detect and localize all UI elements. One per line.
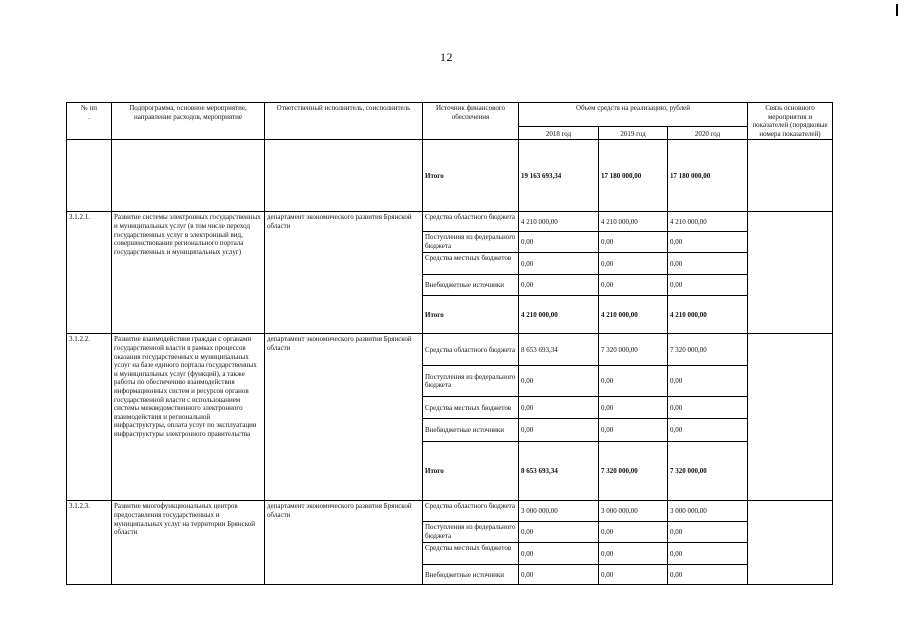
value-2019: 7 320 000,00 (599, 334, 668, 366)
value-2018: 0,00 (519, 253, 599, 275)
value-2018: 0,00 (519, 275, 599, 296)
source-cell: Внебюджетные источники (423, 419, 519, 442)
source-cell: Внебюджетные источники (423, 565, 519, 585)
value-2020: 4 210 000,00 (668, 212, 748, 232)
value-2018: 0,00 (519, 419, 599, 442)
cell-empty (67, 140, 112, 212)
header-link: Связь основного мероприятия и показателей (порядковые номера показателей) (748, 103, 833, 140)
page-number: 12 (440, 50, 453, 64)
value-2020: 7 320 000,00 (668, 334, 748, 366)
header-num-mark: . (88, 112, 90, 121)
value-2019: 17 180 000,00 (599, 140, 668, 212)
value-2019: 0,00 (599, 419, 668, 442)
source-cell: Средства областного бюджета (423, 212, 519, 232)
row-number: 3.1.2.1. (67, 212, 112, 334)
table-row (67, 140, 833, 212)
header-volume: Объем средств на реализацию, рублей (519, 103, 748, 127)
header-row (67, 103, 833, 127)
source-cell: Итого (423, 442, 519, 501)
value-2018: 0,00 (519, 397, 599, 419)
source-cell: Средства местных бюджетов (423, 397, 519, 419)
row-number: 3.1.2.2. (67, 334, 112, 501)
cell-empty (112, 140, 265, 212)
value-2018: 8 653 693,34 (519, 334, 599, 366)
source-cell: Средства местных бюджетов (423, 543, 519, 565)
value-2018: 19 163 693,34 (519, 140, 599, 212)
source-cell: Внебюджетные источники (423, 275, 519, 296)
value-2018: 3 000 000,00 (519, 501, 599, 522)
header-year-2019: 2019 год (599, 126, 668, 140)
scan-corner-mark (896, 4, 898, 16)
header-year-2018: 2018 год (519, 126, 599, 140)
value-2019: 0,00 (599, 543, 668, 565)
value-2020: 0,00 (668, 397, 748, 419)
value-2018: 0,00 (519, 543, 599, 565)
executor-cell: департамент экономического развития Брянской области (265, 501, 423, 585)
source-cell: Средства местных бюджетов (423, 253, 519, 275)
value-2019: 0,00 (599, 366, 668, 397)
program-cell: Развитие системы электронных государственных и муниципальных услуг (в том числе переход государственных услуг в электронный вид, совершенствование регионального портала государственных и муниципальных услуг) (112, 212, 265, 334)
value-2020: 0,00 (668, 253, 748, 275)
value-2020: 4 210 000,00 (668, 296, 748, 334)
value-2020: 3 000 000,00 (668, 501, 748, 522)
value-2020: 7 320 000,00 (668, 442, 748, 501)
value-2019: 4 210 000,00 (599, 212, 668, 232)
cell-empty (265, 140, 423, 212)
source-cell: Итого (423, 140, 519, 212)
executor-cell: департамент экономического развития Брянской области (265, 334, 423, 501)
header-year-2020: 2020 год (668, 126, 748, 140)
budget-table (66, 102, 833, 585)
table-row (67, 334, 833, 366)
header-source: Источник финансового обеспечения (423, 103, 519, 140)
table-row (67, 212, 833, 232)
link-cell (748, 140, 833, 212)
header-program: Подпрограмма, основное мероприятие, направление расходов, мероприятие (112, 103, 265, 140)
value-2018: 4 210 000,00 (519, 296, 599, 334)
value-2018: 4 210 000,00 (519, 212, 599, 232)
program-cell: Развитие многофункциональных центров предоставления государственных и муниципальных услуг на территории Брянской области (112, 501, 265, 585)
value-2019: 0,00 (599, 565, 668, 585)
value-2020: 0,00 (668, 419, 748, 442)
link-cell (748, 212, 833, 334)
value-2019: 0,00 (599, 232, 668, 253)
value-2018: 0,00 (519, 565, 599, 585)
executor-cell: департамент экономического развития Брянской области (265, 212, 423, 334)
source-cell: Поступления из федерального бюджета (423, 366, 519, 397)
value-2019: 0,00 (599, 253, 668, 275)
header-num (67, 103, 112, 140)
value-2019: 0,00 (599, 522, 668, 543)
header-num-label: № пп (81, 104, 97, 112)
row-number: 3.1.2.3. (67, 501, 112, 585)
value-2019: 0,00 (599, 397, 668, 419)
value-2019: 3 000 000,00 (599, 501, 668, 522)
value-2020: 0,00 (668, 275, 748, 296)
value-2020: 17 180 000,00 (668, 140, 748, 212)
source-cell: Средства областного бюджета (423, 501, 519, 522)
value-2019: 7 320 000,00 (599, 442, 668, 501)
value-2018: 8 653 693,34 (519, 442, 599, 501)
value-2020: 0,00 (668, 522, 748, 543)
header-executor: Ответственный исполнитель, соисполнитель (265, 103, 423, 140)
value-2018: 0,00 (519, 366, 599, 397)
source-cell: Средства областного бюджета (423, 334, 519, 366)
value-2019: 4 210 000,00 (599, 296, 668, 334)
value-2018: 0,00 (519, 232, 599, 253)
link-cell (748, 334, 833, 501)
value-2019: 0,00 (599, 275, 668, 296)
value-2020: 0,00 (668, 232, 748, 253)
value-2020: 0,00 (668, 565, 748, 585)
source-cell: Итого (423, 296, 519, 334)
table-row (67, 501, 833, 522)
value-2018: 0,00 (519, 522, 599, 543)
source-cell: Поступления из федерального бюджета (423, 522, 519, 543)
value-2020: 0,00 (668, 543, 748, 565)
program-cell: Развитие взаимодействия граждан с органами государственной власти в рамках процессов оказания государственных и муниципальных услуг на базе единого портала государственных и муниципальных услуг (функций), а также работы по обеспечению взаимодействия информационных систем и ресурсов органов государственной власти с использованием системы межведомственного электронного взаимодействия и региональной инфраструктуры, оплата услуг по эксплуатации инфраструктуры электронного правительства (112, 334, 265, 501)
value-2020: 0,00 (668, 366, 748, 397)
link-cell (748, 501, 833, 585)
source-cell: Поступления из федерального бюджета (423, 232, 519, 253)
